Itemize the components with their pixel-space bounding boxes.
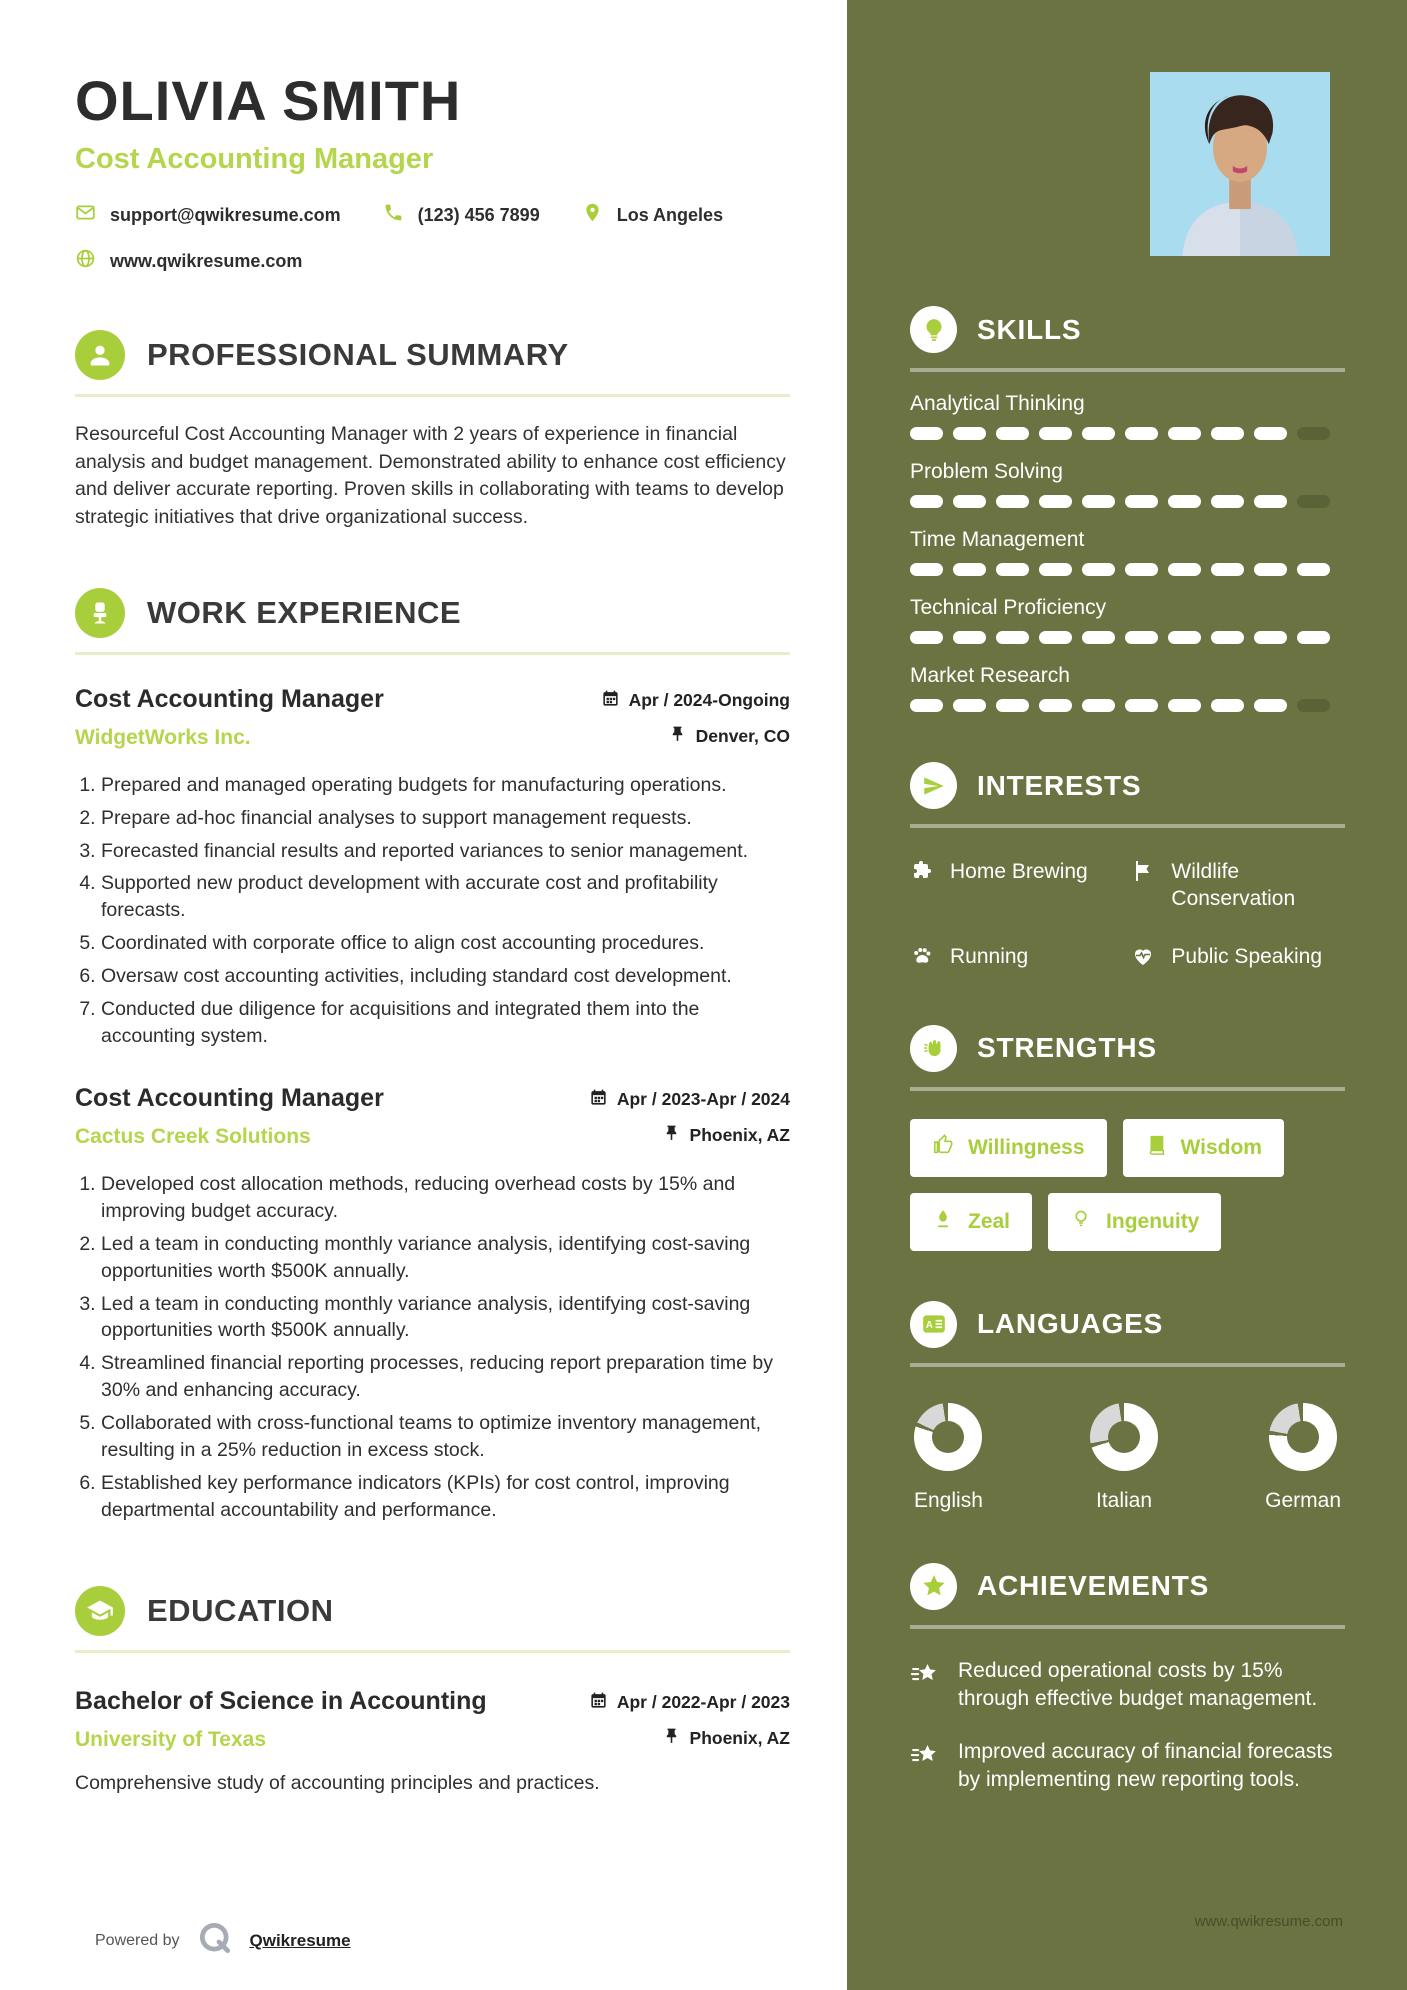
job-bullet: 3. Forecasted financial results and reported variances to senior management. (101, 838, 790, 865)
job-meta (601, 685, 790, 749)
job-bullet: 5. Coordinated with corporate office to align cost accounting procedures. (101, 930, 790, 957)
location-text: Phoenix, AZ (689, 1125, 790, 1146)
section-strengths (910, 1025, 1345, 1251)
job-list (75, 685, 790, 1524)
skill-label: Analytical Thinking (910, 392, 1085, 415)
section-interests (910, 762, 1345, 975)
section-education (75, 1586, 790, 1795)
section-title: EDUCATION (147, 1592, 334, 1628)
education-location: Phoenix, AZ (662, 1727, 790, 1751)
job-meta (589, 1084, 790, 1148)
shooting-star-icon (910, 1657, 940, 1714)
candidate-name: OLIVIA SMITH (75, 69, 462, 132)
interest-label: Running (950, 944, 1029, 968)
job-title: Cost Accounting Manager (75, 1083, 384, 1112)
skill-dash (1125, 563, 1158, 576)
job-dates (589, 1088, 790, 1112)
flag-icon (1131, 858, 1155, 890)
language-label: German (1265, 1488, 1341, 1512)
puzzle-icon (910, 858, 934, 890)
contact-info (75, 202, 790, 274)
language-list (910, 1403, 1345, 1513)
strength-list (910, 1119, 1345, 1251)
skill-dash (1082, 699, 1115, 712)
calendar-icon (589, 1088, 608, 1112)
skill-rating-bar (910, 699, 1345, 712)
skill-dash (1254, 631, 1287, 644)
powered-by-label: Powered by (95, 1931, 180, 1949)
skill-dash (1039, 495, 1072, 508)
skill-dash (1039, 631, 1072, 644)
heartbeat-icon (1131, 943, 1155, 975)
interest-item (910, 943, 1113, 975)
person-icon (75, 330, 125, 380)
skill-dash (1168, 699, 1201, 712)
interest-item (910, 858, 1113, 913)
skill-dash (996, 631, 1029, 644)
strength-label: Zeal (968, 1209, 1011, 1233)
section-professional-summary (75, 330, 790, 532)
interest-label: Wildlife Conservation (1171, 860, 1296, 911)
calendar-icon (601, 689, 620, 713)
mail-icon (75, 202, 96, 228)
skill-dash (910, 631, 943, 644)
strength-badge (1123, 1119, 1284, 1177)
contact-text: (123) 456 7899 (417, 204, 540, 225)
shooting-star-icon (910, 1738, 940, 1795)
contact-item (582, 202, 723, 228)
job-bullet-list (75, 772, 790, 1050)
skill-dash (1082, 563, 1115, 576)
section-title: STRENGTHS (977, 1032, 1157, 1064)
skill-dash (1254, 427, 1287, 440)
job-bullet: 4. Streamlined financial reporting processes, reducing report preparation time by 30% and enhancing accuracy. (101, 1350, 790, 1404)
summary-text: Resourceful Cost Accounting Manager with 2 years of experience in financial analysis and budget management. Demonstrated ability to enhance cost efficiency and deliver accurate reporting. Proven skills in collaborating with teams to develop strategic initiatives that drive organizational success. (75, 423, 786, 529)
skill-label: Time Management (910, 528, 1085, 551)
skill-dash (910, 427, 943, 440)
job-entry (75, 1084, 790, 1524)
strength-label: Ingenuity (1106, 1209, 1200, 1233)
location-text: Denver, CO (695, 726, 790, 747)
skill-dash (953, 631, 986, 644)
strength-label: Wisdom (1180, 1135, 1262, 1159)
job-bullet: 6. Established key performance indicators (KPIs) for cost control, improving departmental accountability and performance. (101, 1470, 790, 1524)
svg-text:A: A (925, 1320, 933, 1332)
contact-text: Los Angeles (616, 204, 724, 225)
language-item (914, 1403, 983, 1513)
skill-dash (1297, 563, 1330, 576)
skill-dash (1168, 427, 1201, 440)
strength-badge (910, 1193, 1032, 1251)
resume-header (75, 68, 790, 274)
skill-dash (1297, 427, 1330, 440)
skill-dash (1125, 699, 1158, 712)
quill-icon (932, 1208, 954, 1236)
qwikresume-link[interactable]: Qwikresume (249, 1930, 351, 1950)
skill-dash (1297, 631, 1330, 644)
skill-dash (1039, 563, 1072, 576)
skill-dash (953, 563, 986, 576)
pushpin-icon (662, 1727, 681, 1751)
job-bullet: 6. Oversaw cost accounting activities, including standard cost development. (101, 963, 790, 990)
achievement-text: Improved accuracy of financial forecasts by implementing new reporting tools. (958, 1739, 1333, 1791)
degree-title: Bachelor of Science in Accounting (75, 1686, 487, 1715)
job-bullet: 3. Led a team in conducting monthly variance analysis, identifying cost-saving opportunities worth $500K annually. (101, 1291, 790, 1345)
company-name: WidgetWorks Inc. (75, 725, 251, 749)
language-donut-chart (1090, 1403, 1158, 1471)
job-bullet: 2. Prepare ad-hoc financial analyses to support management requests. (101, 805, 790, 832)
skill-dash (1039, 427, 1072, 440)
section-divider (910, 368, 1345, 372)
job-bullet: 7. Conducted due diligence for acquisitions and integrated them into the accounting system. (101, 996, 790, 1050)
graduation-cap-icon (75, 1586, 125, 1636)
company-name: Cactus Creek Solutions (75, 1124, 311, 1148)
skill-label: Problem Solving (910, 460, 1063, 483)
skill-dash (1082, 495, 1115, 508)
paw-icon (910, 943, 934, 975)
pushpin-icon (662, 1124, 681, 1148)
calendar-icon (589, 1691, 608, 1715)
skill-dash (1168, 631, 1201, 644)
skill-dash (953, 699, 986, 712)
contact-item (383, 202, 540, 228)
interest-label: Public Speaking (1171, 944, 1323, 968)
section-skills (910, 306, 1345, 712)
section-title: PROFESSIONAL SUMMARY (147, 337, 569, 372)
section-languages (910, 1301, 1345, 1513)
skill-item (910, 664, 1345, 712)
skill-list (910, 392, 1345, 712)
section-achievements (910, 1563, 1345, 1794)
language-donut-chart (1269, 1403, 1337, 1471)
job-bullet: 1. Developed cost allocation methods, reducing overhead costs by 15% and improving budget accuracy. (101, 1171, 790, 1225)
skill-dash (1125, 427, 1158, 440)
date-text: Apr / 2023-Apr / 2024 (616, 1089, 790, 1110)
candidate-title: Cost Accounting Manager (75, 143, 434, 175)
paper-plane-icon (910, 762, 957, 809)
job-bullet: 2. Led a team in conducting monthly variance analysis, identifying cost-saving opportunities worth $500K annually. (101, 1231, 790, 1285)
skill-dash (910, 563, 943, 576)
skill-item (910, 596, 1345, 644)
pushpin-icon (668, 725, 687, 749)
language-label: English (914, 1488, 983, 1512)
section-title: SKILLS (977, 313, 1082, 345)
skill-rating-bar (910, 563, 1345, 576)
skill-dash (996, 495, 1029, 508)
job-header (75, 685, 790, 750)
language-label: Italian (1095, 1488, 1153, 1512)
section-divider (910, 1087, 1345, 1091)
skill-dash (1039, 699, 1072, 712)
section-title: LANGUAGES (977, 1308, 1164, 1340)
contact-row (75, 202, 790, 228)
skill-dash (1168, 563, 1201, 576)
contact-text: support@qwikresume.com (110, 204, 341, 225)
skill-dash (996, 563, 1029, 576)
skill-dash (1254, 495, 1287, 508)
skill-dash (1082, 427, 1115, 440)
section-title: WORK EXPERIENCE (147, 594, 462, 630)
language-item (1265, 1403, 1341, 1513)
thumbs-up-icon (932, 1134, 954, 1162)
section-divider (910, 1363, 1345, 1367)
achievement-item (910, 1738, 1345, 1795)
star-icon (910, 1563, 957, 1610)
skill-dash (1254, 563, 1287, 576)
skill-dash (1168, 495, 1201, 508)
lightbulb-icon (910, 306, 957, 353)
contact-item (75, 248, 302, 274)
contact-item (75, 202, 341, 228)
interest-label: Home Brewing (950, 860, 1088, 883)
strength-label: Willingness (968, 1135, 1085, 1159)
fist-icon (910, 1025, 957, 1072)
skill-dash (1211, 495, 1244, 508)
profile-photo (1150, 72, 1330, 256)
section-title: ACHIEVEMENTS (977, 1570, 1210, 1602)
job-location (668, 725, 790, 749)
skill-rating-bar (910, 631, 1345, 644)
skill-item (910, 460, 1345, 508)
skill-dash (1082, 631, 1115, 644)
skill-dash (910, 495, 943, 508)
job-bullet-list (75, 1171, 790, 1524)
skill-dash (1125, 495, 1158, 508)
section-divider (75, 1650, 790, 1653)
achievement-list (910, 1657, 1345, 1794)
skill-dash (1211, 427, 1244, 440)
job-bullet: 1. Prepared and managed operating budgets for manufacturing operations. (101, 772, 790, 799)
interest-list (910, 858, 1345, 975)
skill-rating-bar (910, 427, 1345, 440)
globe-icon (75, 248, 96, 274)
book-icon (1145, 1134, 1167, 1162)
powered-by-footer (75, 1919, 790, 1962)
strength-badge (910, 1119, 1107, 1177)
phone-icon (383, 202, 404, 228)
language-donut-chart (914, 1403, 982, 1471)
skill-dash (1125, 631, 1158, 644)
bulb-outline-icon (1070, 1208, 1092, 1236)
office-chair-icon (75, 588, 125, 638)
interest-item (1131, 858, 1345, 913)
skill-dash (996, 699, 1029, 712)
location-pin-icon (582, 202, 603, 228)
achievement-item (910, 1657, 1345, 1714)
education-entry (75, 1687, 790, 1795)
achievement-text: Reduced operational costs by 15% through effective budget management. (958, 1658, 1318, 1711)
skill-rating-bar (910, 495, 1345, 508)
skill-dash (953, 495, 986, 508)
skill-item (910, 528, 1345, 576)
job-entry (75, 685, 790, 1050)
school-name: University of Texas (75, 1727, 267, 1751)
skill-dash (996, 427, 1029, 440)
job-dates (601, 689, 790, 713)
skill-dash (1254, 699, 1287, 712)
job-bullet: 4. Supported new product development with accurate cost and profitability forecasts. (101, 870, 790, 924)
job-bullet: 5. Collaborated with cross-functional teams to optimize inventory management, resulting in a 25% reduction in excess stock. (101, 1410, 790, 1464)
job-header (75, 1084, 790, 1149)
skill-dash (910, 699, 943, 712)
language-item (1090, 1403, 1158, 1513)
skill-dash (1211, 699, 1244, 712)
job-title: Cost Accounting Manager (75, 684, 384, 713)
strength-badge (1048, 1193, 1221, 1251)
section-title: INTERESTS (977, 769, 1142, 801)
skill-dash (1211, 563, 1244, 576)
section-divider (75, 394, 790, 397)
date-text: Apr / 2024-Ongoing (628, 690, 790, 711)
section-divider (75, 652, 790, 655)
sidebar-website: www.qwikresume.com (1194, 1913, 1343, 1930)
contact-row (75, 248, 790, 274)
skill-dash (1297, 699, 1330, 712)
sidebar (847, 0, 1407, 1990)
skill-item (910, 392, 1345, 440)
job-location (662, 1124, 790, 1148)
skill-dash (1211, 631, 1244, 644)
section-work-experience (75, 588, 790, 1530)
skill-label: Technical Proficiency (910, 596, 1107, 619)
section-divider (910, 824, 1345, 828)
skill-label: Market Research (910, 664, 1070, 687)
education-dates: Apr / 2022-Apr / 2023 (589, 1691, 790, 1715)
language-icon (910, 1301, 957, 1348)
skill-dash (1297, 495, 1330, 508)
skill-dash (953, 427, 986, 440)
section-divider (910, 1625, 1345, 1629)
contact-text: www.qwikresume.com (110, 250, 303, 271)
qwikresume-logo-icon (196, 1919, 234, 1962)
interest-item (1131, 943, 1345, 975)
education-description: Comprehensive study of accounting principles and practices. (75, 1771, 600, 1794)
